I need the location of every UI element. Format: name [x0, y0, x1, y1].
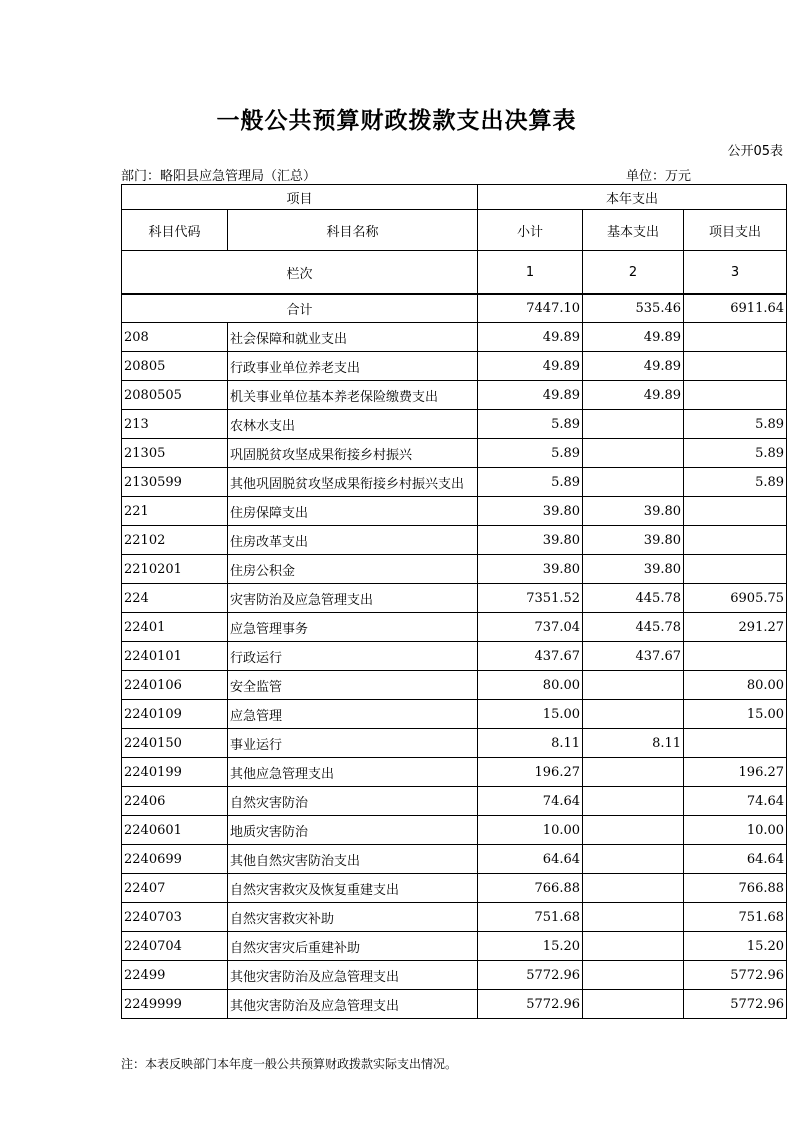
- table-row: [122, 410, 787, 439]
- header-current-year: 本年支出: [478, 185, 787, 210]
- row-name: 行政事业单位养老支出: [228, 352, 478, 381]
- row-project: [684, 352, 787, 381]
- row-name: 自然灾害救灾及恢复重建支出: [228, 874, 478, 903]
- row-basic: 49.89: [583, 323, 684, 352]
- row-subtotal: 49.89: [478, 352, 583, 381]
- row-code: 221: [122, 497, 228, 526]
- row-project: 5772.96: [684, 961, 787, 990]
- expenditure-table: [121, 184, 787, 1019]
- row-subtotal: 7351.52: [478, 584, 583, 613]
- header-row-2: [122, 210, 787, 251]
- row-basic: [583, 816, 684, 845]
- table-row: [122, 439, 787, 468]
- row-code: 22102: [122, 526, 228, 555]
- row-project: [684, 497, 787, 526]
- row-name: 安全监管: [228, 671, 478, 700]
- index-1: 1: [478, 251, 583, 295]
- header-subtotal: 小计: [478, 210, 583, 251]
- row-name: 自然灾害灾后重建补助: [228, 932, 478, 961]
- row-name: 应急管理: [228, 700, 478, 729]
- row-code: 208: [122, 323, 228, 352]
- table-row: [122, 468, 787, 497]
- table-row: [122, 497, 787, 526]
- row-subtotal: 751.68: [478, 903, 583, 932]
- row-project: 5.89: [684, 439, 787, 468]
- row-name: 应急管理事务: [228, 613, 478, 642]
- row-code: 22406: [122, 787, 228, 816]
- row-basic: [583, 845, 684, 874]
- row-code: 21305: [122, 439, 228, 468]
- unit-label: 单位：万元: [626, 169, 692, 184]
- footnote: 注：本表反映部门本年度一般公共预算财政拨款实际支出情况。: [121, 1057, 458, 1071]
- table-row: [122, 903, 787, 932]
- row-project: 6905.75: [684, 584, 787, 613]
- row-subtotal: 49.89: [478, 381, 583, 410]
- row-basic: [583, 439, 684, 468]
- department-label: 部门：略阳县应急管理局（汇总）: [121, 169, 317, 184]
- row-project: [684, 323, 787, 352]
- total-basic: 535.46: [583, 294, 684, 323]
- row-basic: 39.80: [583, 555, 684, 584]
- row-name: 自然灾害防治: [228, 787, 478, 816]
- table-row: [122, 874, 787, 903]
- row-subtotal: 5.89: [478, 468, 583, 497]
- row-project: 5772.96: [684, 990, 787, 1019]
- row-basic: 39.80: [583, 526, 684, 555]
- row-code: 2080505: [122, 381, 228, 410]
- row-name: 机关事业单位基本养老保险缴费支出: [228, 381, 478, 410]
- table-row: [122, 584, 787, 613]
- row-code: 20805: [122, 352, 228, 381]
- row-code: 2240703: [122, 903, 228, 932]
- row-basic: 445.78: [583, 613, 684, 642]
- row-basic: 445.78: [583, 584, 684, 613]
- row-name: 其他自然灾害防治支出: [228, 845, 478, 874]
- header-index-row: [122, 251, 787, 295]
- row-name: 灾害防治及应急管理支出: [228, 584, 478, 613]
- row-basic: [583, 468, 684, 497]
- row-subtotal: 74.64: [478, 787, 583, 816]
- row-code: 224: [122, 584, 228, 613]
- row-subtotal: 737.04: [478, 613, 583, 642]
- row-project: [684, 642, 787, 671]
- row-project: [684, 555, 787, 584]
- table-row: [122, 787, 787, 816]
- row-code: 22401: [122, 613, 228, 642]
- total-subtotal: 7447.10: [478, 294, 583, 323]
- row-name: 农林水支出: [228, 410, 478, 439]
- row-project: [684, 526, 787, 555]
- row-project: 80.00: [684, 671, 787, 700]
- row-basic: [583, 874, 684, 903]
- row-code: 2240199: [122, 758, 228, 787]
- table-row: [122, 729, 787, 758]
- row-project: 291.27: [684, 613, 787, 642]
- row-code: 2240150: [122, 729, 228, 758]
- row-subtotal: 49.89: [478, 323, 583, 352]
- table-row: [122, 613, 787, 642]
- row-name: 行政运行: [228, 642, 478, 671]
- table-row: [122, 932, 787, 961]
- table-body: [122, 185, 787, 1019]
- row-basic: [583, 758, 684, 787]
- row-name: 住房改革支出: [228, 526, 478, 555]
- row-project: 64.64: [684, 845, 787, 874]
- row-name: 自然灾害救灾补助: [228, 903, 478, 932]
- table-row: [122, 816, 787, 845]
- row-project: 5.89: [684, 410, 787, 439]
- row-subtotal: 766.88: [478, 874, 583, 903]
- row-code: 213: [122, 410, 228, 439]
- row-subtotal: 10.00: [478, 816, 583, 845]
- row-basic: 49.89: [583, 381, 684, 410]
- row-subtotal: 5772.96: [478, 990, 583, 1019]
- row-project: 74.64: [684, 787, 787, 816]
- row-subtotal: 5.89: [478, 439, 583, 468]
- row-code: 2240601: [122, 816, 228, 845]
- row-name: 社会保障和就业支出: [228, 323, 478, 352]
- row-subtotal: 39.80: [478, 497, 583, 526]
- table-row: [122, 961, 787, 990]
- row-project: [684, 729, 787, 758]
- row-code: 2210201: [122, 555, 228, 584]
- row-basic: [583, 787, 684, 816]
- row-basic: [583, 961, 684, 990]
- row-name: 住房公积金: [228, 555, 478, 584]
- row-name: 地质灾害防治: [228, 816, 478, 845]
- row-subtotal: 80.00: [478, 671, 583, 700]
- table-row: [122, 555, 787, 584]
- row-name: 巩固脱贫攻坚成果衔接乡村振兴: [228, 439, 478, 468]
- row-project: [684, 381, 787, 410]
- total-label: 合计: [122, 294, 478, 323]
- index-label: 栏次: [122, 251, 478, 295]
- row-basic: 8.11: [583, 729, 684, 758]
- row-name: 其他巩固脱贫攻坚成果衔接乡村振兴支出: [228, 468, 478, 497]
- table-row: [122, 758, 787, 787]
- row-basic: [583, 410, 684, 439]
- row-basic: 49.89: [583, 352, 684, 381]
- row-basic: [583, 903, 684, 932]
- row-project: 15.20: [684, 932, 787, 961]
- row-code: 2240101: [122, 642, 228, 671]
- row-name: 其他灾害防治及应急管理支出: [228, 961, 478, 990]
- row-code: 2240109: [122, 700, 228, 729]
- form-number: 公开05表: [727, 144, 783, 159]
- index-3: 3: [684, 251, 787, 295]
- row-basic: 39.80: [583, 497, 684, 526]
- row-subtotal: 8.11: [478, 729, 583, 758]
- row-code: 2240704: [122, 932, 228, 961]
- row-basic: [583, 990, 684, 1019]
- row-subtotal: 196.27: [478, 758, 583, 787]
- row-subtotal: 437.67: [478, 642, 583, 671]
- row-name: 其他应急管理支出: [228, 758, 478, 787]
- row-project: 196.27: [684, 758, 787, 787]
- table-row: [122, 700, 787, 729]
- row-project: 15.00: [684, 700, 787, 729]
- header-name: 科目名称: [228, 210, 478, 251]
- row-subtotal: 39.80: [478, 555, 583, 584]
- row-subtotal: 15.00: [478, 700, 583, 729]
- row-subtotal: 5.89: [478, 410, 583, 439]
- table-row: [122, 381, 787, 410]
- row-code: 22499: [122, 961, 228, 990]
- row-basic: [583, 932, 684, 961]
- header-basic: 基本支出: [583, 210, 684, 251]
- row-code: 2130599: [122, 468, 228, 497]
- row-name: 其他灾害防治及应急管理支出: [228, 990, 478, 1019]
- total-project: 6911.64: [684, 294, 787, 323]
- row-name: 住房保障支出: [228, 497, 478, 526]
- row-code: 2240699: [122, 845, 228, 874]
- row-name: 事业运行: [228, 729, 478, 758]
- table-row: [122, 526, 787, 555]
- total-row: [122, 294, 787, 323]
- row-project: 766.88: [684, 874, 787, 903]
- row-code: 2240106: [122, 671, 228, 700]
- header-project-expense: 项目支出: [684, 210, 787, 251]
- row-subtotal: 5772.96: [478, 961, 583, 990]
- row-basic: 437.67: [583, 642, 684, 671]
- row-subtotal: 15.20: [478, 932, 583, 961]
- index-2: 2: [583, 251, 684, 295]
- header-row-1: [122, 185, 787, 210]
- table-row: [122, 845, 787, 874]
- row-basic: [583, 700, 684, 729]
- table-row: [122, 990, 787, 1019]
- table-row: [122, 671, 787, 700]
- row-code: 22407: [122, 874, 228, 903]
- table-row: [122, 352, 787, 381]
- table-row: [122, 323, 787, 352]
- table-row: [122, 642, 787, 671]
- header-code: 科目代码: [122, 210, 228, 251]
- row-project: 751.68: [684, 903, 787, 932]
- page-title: 一般公共预算财政拨款支出决算表: [216, 108, 577, 134]
- header-project: 项目: [122, 185, 478, 210]
- row-project: 5.89: [684, 468, 787, 497]
- row-project: 10.00: [684, 816, 787, 845]
- row-basic: [583, 671, 684, 700]
- row-subtotal: 64.64: [478, 845, 583, 874]
- row-subtotal: 39.80: [478, 526, 583, 555]
- row-code: 2249999: [122, 990, 228, 1019]
